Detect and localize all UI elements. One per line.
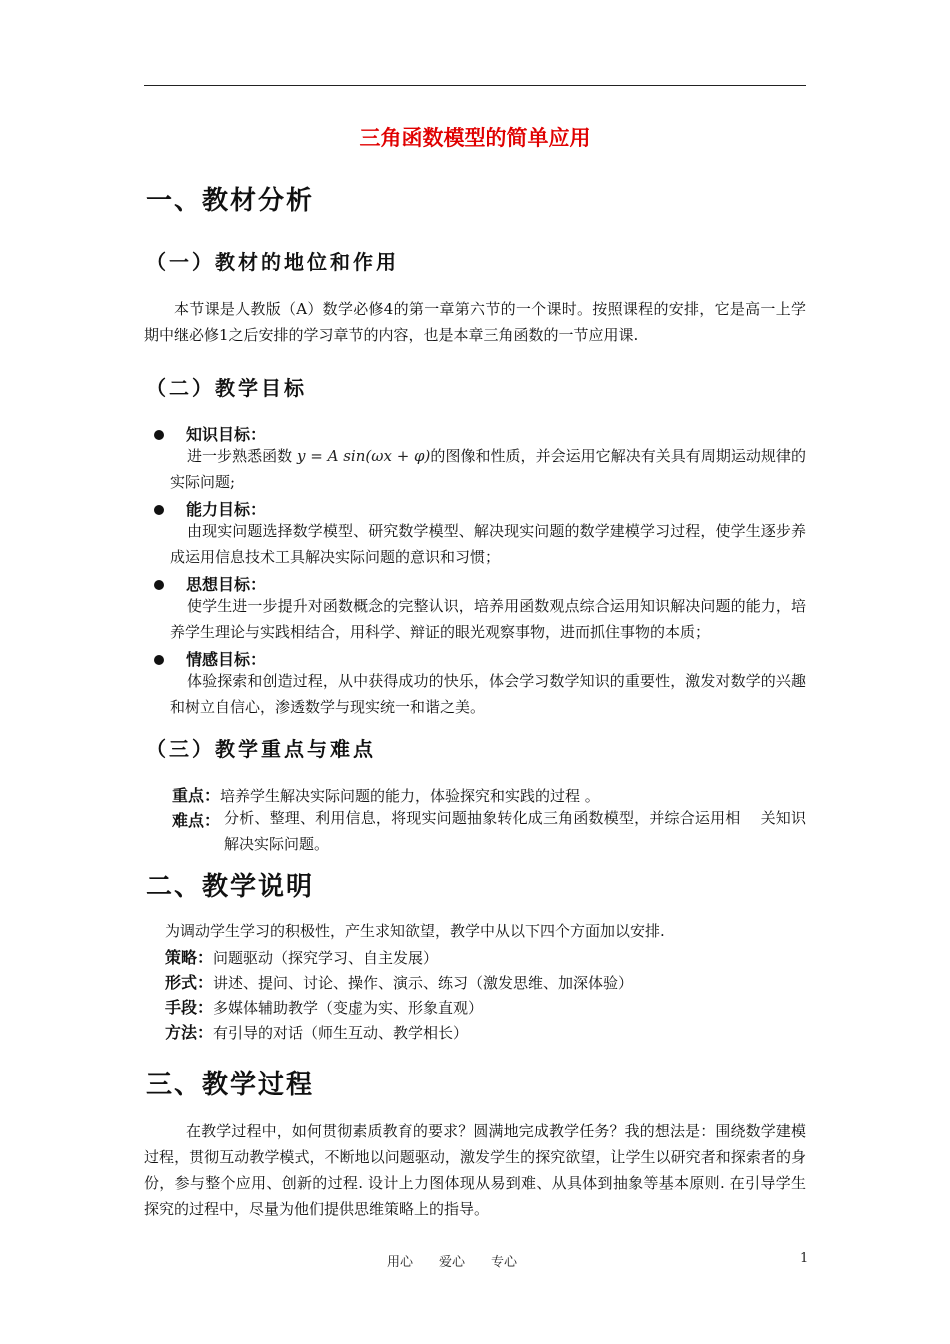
footer-motto: 用心 爱心 专心 — [387, 1255, 518, 1270]
sub1-heading: （一）教材的地位和作用 — [146, 250, 399, 274]
item-text: 有引导的对话（师生互动、教学相长） — [213, 1024, 469, 1042]
sub1-paragraph: 本节课是人教版（A）数学必修4的第一章第六节的一个课时。按照课程的安排，它是高一上学期中继必修1之后安排的学习章节的内容，也是本章三角函数的一节应用课. — [144, 300, 806, 344]
goal-ability — [154, 497, 266, 520]
item-strategy — [165, 945, 438, 968]
document-title: 三角函数模型的简单应用 — [359, 125, 591, 150]
key-label: 重点： — [172, 786, 221, 805]
item-text: 问题驱动（探究学习、自主发展） — [213, 949, 439, 967]
goal-emotion — [154, 647, 266, 670]
section2-heading: 二、教学说明 — [146, 872, 315, 902]
bullet-icon — [154, 655, 164, 665]
item-text: 多媒体辅助教学（变虚为实、形象直观） — [213, 999, 484, 1017]
item-label: 形式： — [165, 973, 214, 992]
sub3-heading: （三）教学重点与难点 — [146, 737, 376, 761]
difficult-label: 难点： — [172, 811, 221, 830]
section3-heading: 三、教学过程 — [146, 1070, 315, 1100]
page-number: 1 — [800, 1251, 809, 1266]
bullet-icon — [154, 580, 164, 590]
difficult-label-wrap — [172, 808, 220, 831]
item-form — [165, 970, 633, 993]
goal-ability-text: 由现实问题选择数学模型、研究数学模型、解决现实问题的数学建模学习过程，使学生逐步养成运用信息技术工具解决实际问题的意识和习惯； — [170, 522, 806, 566]
section1-heading: 一、教材分析 — [146, 186, 315, 216]
goal-text-after: 的图像和性质，并会运用它解决有关具有周期运动规律的实际问题; — [170, 447, 806, 491]
goal-label: 知识目标： — [186, 425, 267, 444]
goal-thought-text: 使学生进一步提升对函数概念的完整认识，培养用函数观点综合运用知识解决问题的能力，培养学生理论与实践相结合，用科学、辩证的眼光观察事物，进而抓住事物的本质； — [170, 597, 806, 641]
key-text: 培养学生解决实际问题的能力，体验探究和实践的过程 。 — [220, 787, 600, 805]
sub2-heading: （二）教学目标 — [146, 376, 307, 400]
bullet-icon — [154, 505, 164, 515]
item-text: 讲述、提问、讨论、操作、演示、练习（激发思维、加深体验） — [213, 974, 634, 992]
goal-label: 情感目标： — [186, 650, 267, 669]
goal-label: 思想目标： — [186, 575, 267, 594]
bullet-icon — [154, 430, 164, 440]
goal-thought — [154, 572, 266, 595]
item-method — [165, 1020, 468, 1043]
sine-formula: y = A sin(ωx + φ) — [296, 447, 431, 465]
item-means — [165, 995, 483, 1018]
difficult-text: 分析、整理、利用信息，将现实问题抽象转化成三角函数模型，并综合运用相 关知识解决实际问题。 — [224, 809, 806, 853]
goal-label: 能力目标： — [186, 500, 267, 519]
item-label: 策略： — [165, 948, 214, 967]
goal-knowledge-text — [170, 443, 806, 495]
item-label: 方法： — [165, 1023, 214, 1042]
section3-paragraph: 在教学过程中，如何贯彻素质教育的要求？圆满地完成教学任务？我的想法是：围绕数学建模过程，贯彻互动教学模式，不断地以问题驱动，激发学生的探究欲望，让学生以研究者和探索者的身份，参与整个应用、创新的过程. 设计上力图体现从易到难、从具体到抽象等基本原则. 在引导学生探究的过程中，尽量为他们提供思维策略上的指导。 — [144, 1122, 806, 1218]
key-point — [172, 783, 600, 806]
goal-emotion-text: 体验探索和创造过程，从中获得成功的快乐，体会学习数学知识的重要性，激发对数学的兴趣和树立自信心，渗透数学与现实统一和谐之美。 — [170, 672, 806, 716]
header-rule — [144, 85, 806, 86]
goal-knowledge — [154, 422, 266, 445]
section2-intro: 为调动学生学习的积极性，产生求知欲望，教学中从以下四个方面加以安排. — [165, 922, 665, 940]
item-label: 手段： — [165, 998, 214, 1017]
goal-text-before: 进一步熟悉函数 — [187, 447, 293, 465]
